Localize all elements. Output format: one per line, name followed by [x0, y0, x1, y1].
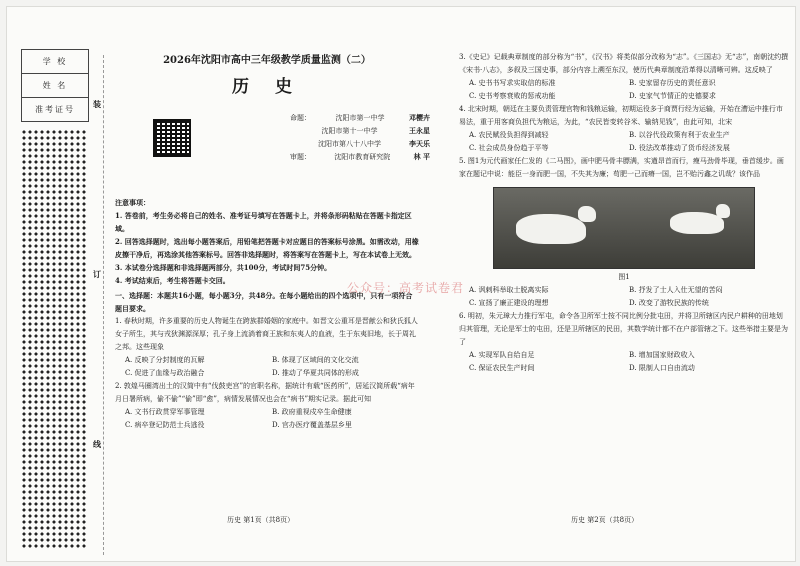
option[interactable]: C. 促进了血缘与政治融合: [125, 369, 205, 377]
question-2-stem: 2. 敦煌马圈湾出土的汉简中有“伐鼓吏宫”的官职名称，据统计有载“医药所”，居延汉简所载“病年月日署所病，偷不偷”“偷”即“愈”，病情发展情况也会在“病书”期实记录。据此可知: [115, 382, 415, 403]
fat-horse-shape: [516, 214, 586, 244]
option[interactable]: C. 保证农民生产时间: [469, 364, 535, 372]
option[interactable]: B. 增加国家财政收入: [629, 351, 695, 359]
qr-code[interactable]: [153, 119, 191, 157]
option[interactable]: C. 宣扬了廉正建设的理想: [469, 299, 549, 307]
notes-block: [115, 196, 419, 432]
question-6-options: [459, 349, 789, 375]
question-6-stem: 6. 明初，朱元璋大力推行军屯，命令各卫所军士按不同比例分批屯田，并将卫所辖区内民户耕种的田地划归其管理，无论是军士的屯田，还是卫所辖区的民田，其数学统计都不在户部管辖之下。这些举措主要是为了: [459, 312, 788, 346]
option[interactable]: A. 反映了分封制度的瓦解: [125, 356, 205, 364]
question-5-options: [459, 284, 789, 310]
section-one-heading: 一、选择题：本题共16小题，每小题3分，共48分。在每小题给出的四个选项中，只有一项符合题目要求。: [115, 291, 413, 313]
option[interactable]: D. 役法改革推动了货币经济发展: [629, 144, 730, 152]
option[interactable]: C. 史书考察衰败的惩戒功能: [469, 92, 556, 100]
question-3-stem: 3.《史记》记载典章制度的部分称为“书”，《汉书》将类似部分改称为“志”。《三国志》无“志”，南朝沈约撰《宋书·八志》，多叙及三国史事，部分内容上溯至东汉，使历代典章制度沿革得以清晰可辨。这反映了: [459, 53, 789, 74]
two-horses-painting: [493, 187, 755, 269]
binding-strip: [21, 49, 91, 549]
name-field[interactable]: 姓 名: [22, 74, 88, 98]
binding-dot-pattern: [21, 129, 87, 549]
author-org: 沈阳市第一中学: [335, 113, 385, 122]
author-role: 命题：: [290, 113, 311, 122]
author-org: 沈阳市第八十八中学: [318, 139, 381, 148]
review-name: 林 平: [413, 151, 430, 161]
question-2-options: [115, 406, 419, 432]
author-name: 李天乐: [409, 138, 430, 148]
option[interactable]: A. 实现军队自给自足: [469, 351, 535, 359]
watermark-text: 公众号：高考试卷君: [347, 281, 465, 295]
option[interactable]: D. 限制人口自由流动: [629, 364, 695, 372]
binding-label-zhuang: 装: [93, 99, 101, 109]
question-4-options: [459, 129, 789, 155]
authors-block: [290, 111, 430, 163]
exam-title: 2026年沈阳市高中三年级教学质量监测（二）: [163, 55, 371, 66]
option[interactable]: C. 病卒登记防范士兵逃役: [125, 421, 205, 429]
option[interactable]: D. 改变了游牧民族的传统: [629, 299, 709, 307]
right-page: [459, 51, 789, 375]
option[interactable]: B. 史家留存历史的责任意识: [629, 79, 716, 87]
author-org: 沈阳市第十一中学: [321, 126, 378, 135]
note-item: 1. 答卷前，考生务必将自己的姓名、准考证号填写在答题卡上，并将条形码粘贴在答题卡指定区域。: [115, 211, 412, 233]
exam-number-field[interactable]: 准考证号: [35, 105, 75, 114]
option[interactable]: B. 政府重视戍卒生命健康: [272, 408, 352, 416]
option[interactable]: A. 文书行政贯穿军事管理: [125, 408, 205, 416]
page-footer-right: 历史 第2页（共8页）: [571, 516, 639, 524]
review-role: 审题：: [290, 152, 311, 161]
binding-label-ding: 订: [93, 269, 101, 279]
thin-horse-head: [716, 204, 730, 218]
binding-divider: [103, 55, 104, 555]
review-org: 沈阳市教育研究院: [334, 152, 391, 161]
figure-caption: 图1: [618, 273, 630, 281]
school-field[interactable]: 学 校: [22, 50, 88, 74]
student-info-box: [21, 49, 89, 122]
note-item: 4. 考试结束后，考生将答题卡交回。: [115, 276, 230, 285]
subject-title: 历 史: [232, 77, 302, 97]
author-name: 邓樱卉: [409, 112, 430, 122]
option[interactable]: A. 讽刺科举取士脱离实际: [469, 286, 549, 294]
question-3-options: [459, 77, 789, 103]
binding-label-xian: 线: [93, 439, 101, 449]
notes-heading: 注意事项：: [115, 198, 150, 207]
note-item: 2. 回答选择题时，选出每小题答案后，用铅笔把答题卡对应题目的答案标号涂黑。如需改动，用橡皮擦干净后，再选涂其他答案标号。回答非选择题时，将答案写在答题卡上，写在本试卷上无效。: [115, 237, 419, 259]
option[interactable]: D. 史家气节情正的史德要求: [629, 92, 716, 100]
option[interactable]: B. 以谷代役政策有利于农业生产: [629, 131, 730, 139]
question-5-stem: 5. 图1为元代画家任仁发的《二马图》，画中肥马骨丰膘满，实遒昂首而行，瘦马劲骨毕现，垂首缓步。画家在题记中说：能臣一身而肥一国，不失其为廉；苟肥一己而瘠一国，岂不贻污鑫之讥哉？该作品: [459, 157, 784, 178]
option[interactable]: A. 农民赋役负担得到减轻: [469, 131, 549, 139]
option[interactable]: B. 抒发了士人入仕无望的苦闷: [629, 286, 723, 294]
page-footer-left: 历史 第1页（共8页）: [227, 516, 295, 524]
fat-horse-head: [578, 206, 596, 222]
option[interactable]: D. 推动了华夏共同体的形成: [272, 369, 359, 377]
option[interactable]: B. 体现了区域间的文化交流: [272, 356, 359, 364]
option[interactable]: A. 史书书写求实取信的标准: [469, 79, 556, 87]
option[interactable]: C. 社会成员身份趋于平等: [469, 144, 549, 152]
question-1-stem: 1. 春秋时期，许多重要的历史人物诞生在跨族群婚姻的家庭中。如晋文公重耳是晋献公和狄氏狐人女子所生，其与戎狄渊源深厚；孔子身上流淌着商王族和东夷人的血液，生于东夷旧地，长于周礼之邦。这些现象: [115, 317, 418, 351]
note-item: 3. 本试卷分选择题和非选择题两部分，共100分，考试时间75分钟。: [115, 263, 332, 272]
exam-sheet: [6, 6, 796, 562]
question-4-stem: 4. 北宋时期，朝廷在主要负责管理官物和钱粮运输，初期运役多于商贾行经为运输，开始在漕运中推行市易法，重于用客商负担代为粮运，为此，“农民皆变转谷米、输纳见钱”，由此可知，北宋: [459, 105, 783, 126]
question-1-options: [115, 354, 419, 380]
author-name: 王永星: [409, 125, 430, 135]
option[interactable]: D. 官办医疗覆盖基层乡里: [272, 421, 352, 429]
